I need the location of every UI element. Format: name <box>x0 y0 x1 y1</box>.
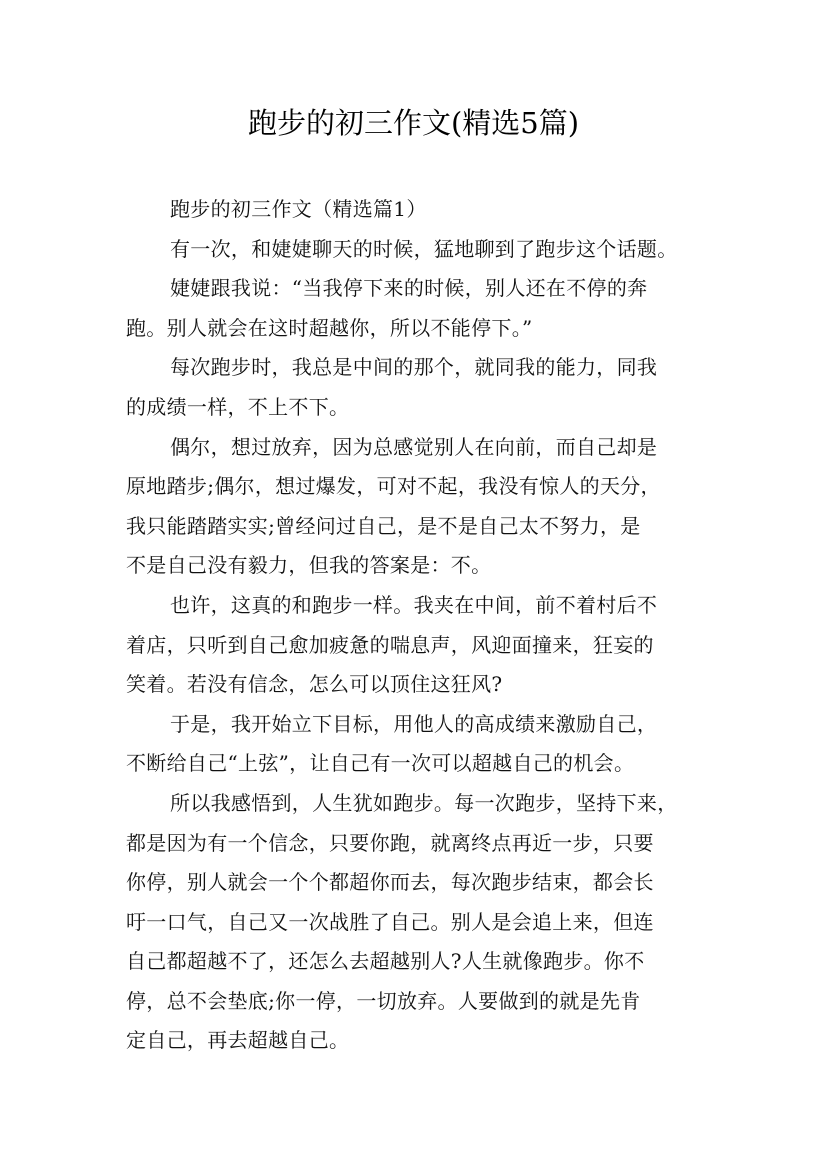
paragraph: 于是，我开始立下目标，用他人的高成绩来激励自己， 不断给自己“上弦”，让自己有一次可以超越自己的机会。 <box>126 711 658 776</box>
paragraph: 每次跑步时，我总是中间的那个，就同我的能力，同我 的成绩一样，不上不下。 <box>126 355 658 419</box>
paragraph: 有一次，和婕婕聊天的时候，猛地聊到了跑步这个话题。 <box>170 236 678 261</box>
document-body <box>126 190 716 1061</box>
paragraph: 偶尔，想过放弃，因为总感觉别人在向前，而自己却是 原地踏步;偶尔，想过爆发，可对不起，我没有惊人的天分， 我只能踏踏实实;曾经问过自己，是不是自己太不努力，是 不是自己没有毅力，但我的答案是：不。 <box>126 434 661 578</box>
document-title: 跑步的初三作文(精选5篇) <box>247 106 580 140</box>
paragraph: 婕婕跟我说：“当我停下来的时候，别人还在不停的奔 跑。别人就会在这时超越你，所以不能停下。” <box>126 276 648 340</box>
paragraph-heading: 跑步的初三作文（精选篇1） <box>170 197 427 221</box>
paragraph: 也许，这真的和跑步一样。我夹在中间，前不着村后不 着店，只听到自己愈加疲惫的喘息声，风迎面撞来，狂妄的 笑着。若没有信念，怎么可以顶住这狂风? <box>126 592 658 697</box>
paragraph: 所以我感悟到，人生犹如跑步。每一次跑步，坚持下来， 都是因为有一个信念，只要你跑，就离终点再近一步，只要 你停，别人就会一个个都超你而去，每次跑步结束，都会长 吁一口气，自己又一次战胜了自己。别人是会追上来，但连 自己都超越不了，还怎么去超越别人?人生就像跑步。你不 停，总不会垫底;你一停，一切放弃。人要做到的就是先肯 定自己，再去超越自己。 <box>126 790 678 1053</box>
